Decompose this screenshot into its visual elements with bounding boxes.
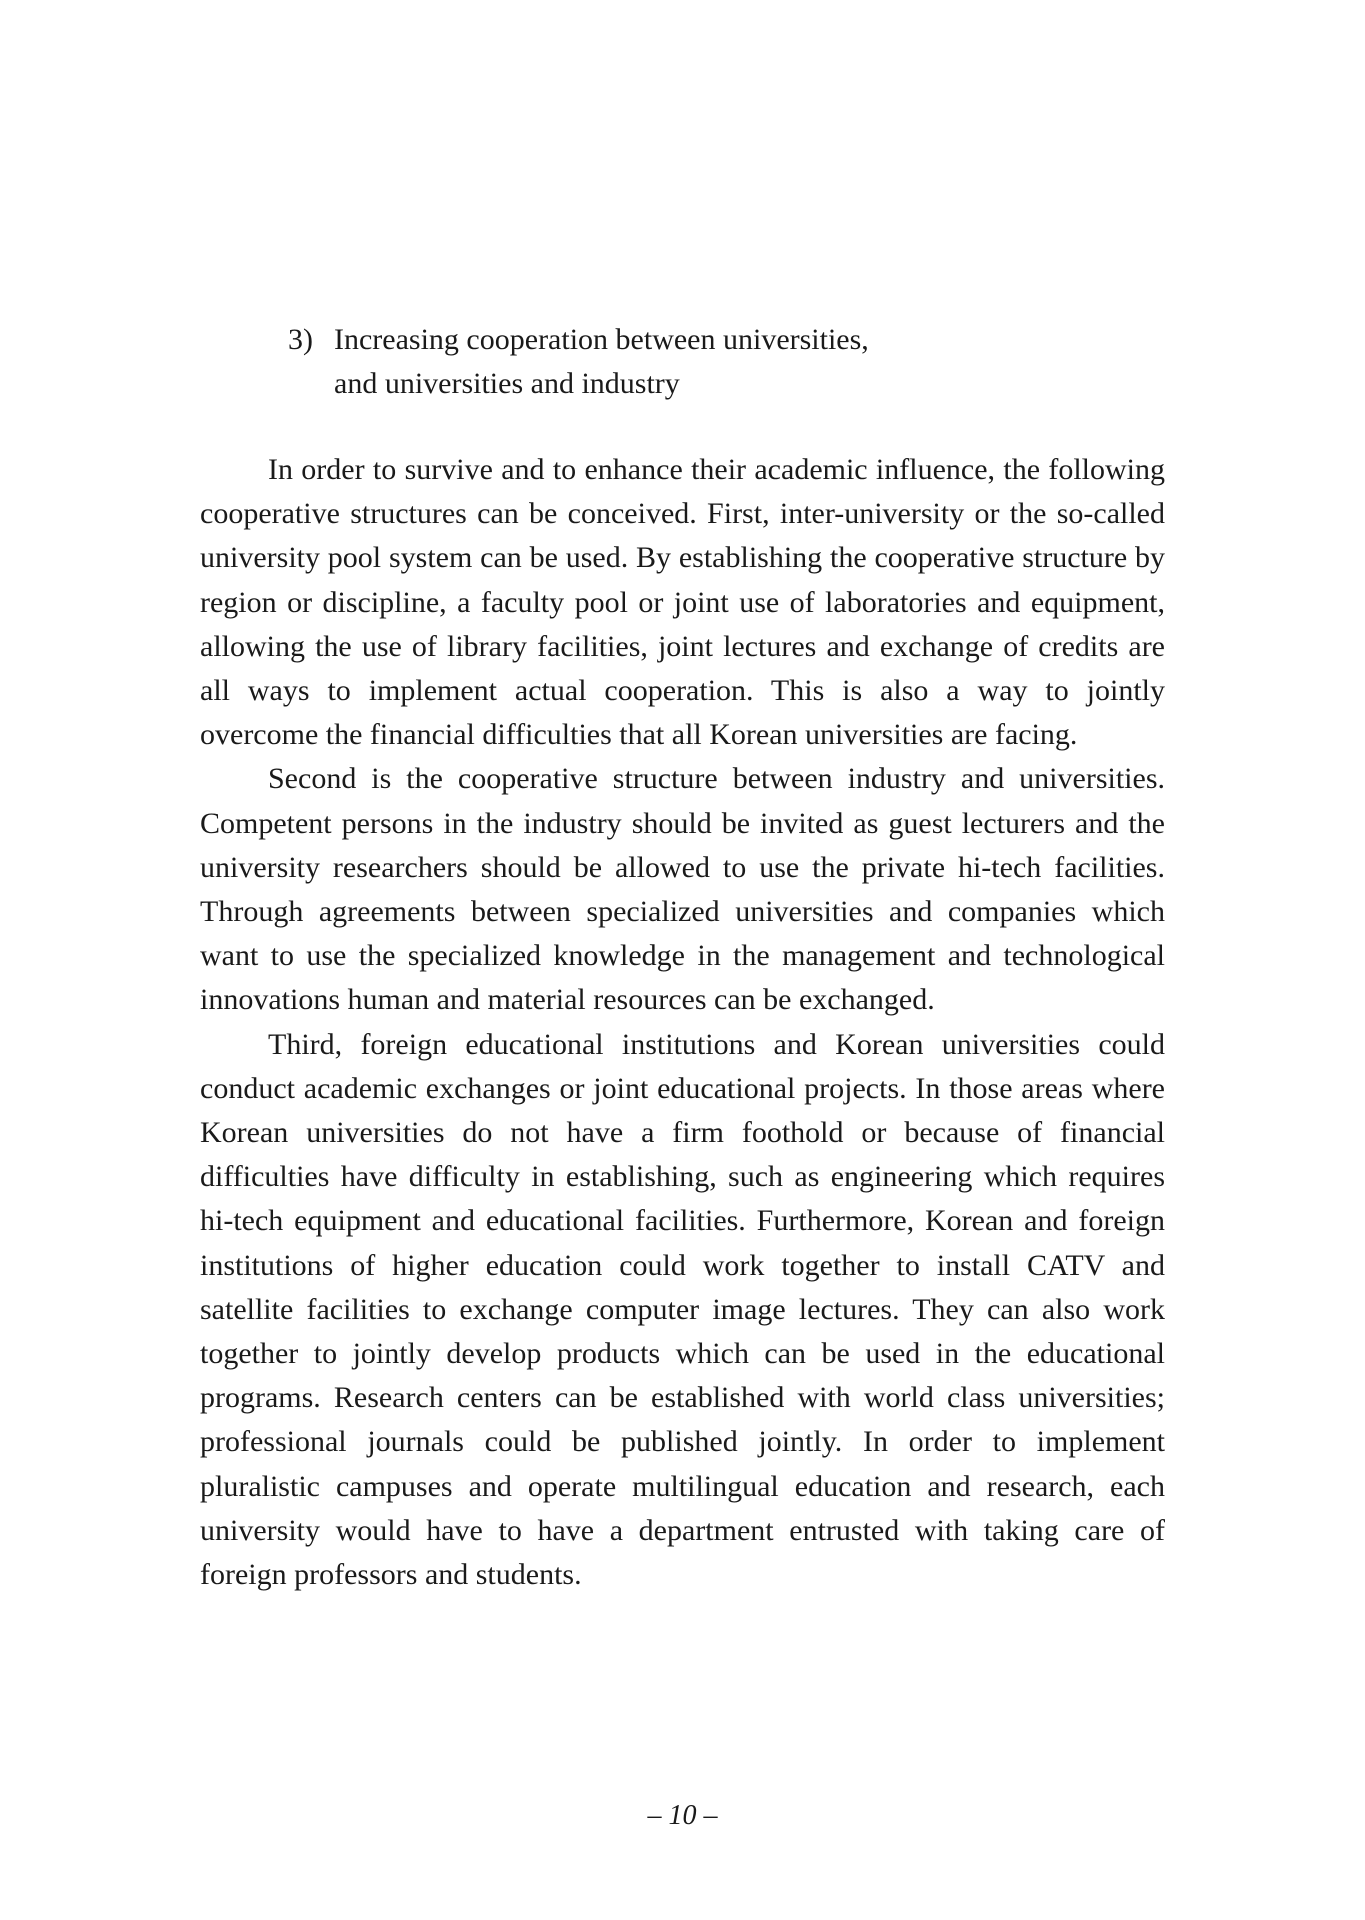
section-heading-line1 [288,318,1188,362]
section-title-line1: Increasing cooperation between universities, [334,323,869,356]
section-number: 3) [288,323,313,356]
paragraph-3: Third, foreign educational institutions and Korean universities could conduct academic exchanges or joint educational projects. In those areas where Korean universities do not have a firm foothold or because of financial difficulties have difficulty in establishing, such as engineering which requires hi-tech equipment and educational facilities. Furthermore, Korean and foreign institutions of higher education could work together to install CATV and satellite facilities to exchange computer image lectures. They can also work together to jointly develop products which can be used in the educational programs. Research centers can be established with world class universities; professional journals could be published jointly. In order to implement pluralistic campuses and operate multilingual education and research, each university would have to have a department entrusted with taking care of foreign professors and students. [200,1027,1165,1592]
section-title-line2: and universities and industry [334,367,680,400]
paragraph-2: Second is the cooperative structure between industry and universities. Competent persons in the industry should be invited as guest lecturers and the university researchers should be allowed to use the private hi-tech facilities. Through agreements between specialized universities and companies which want to use the specialized knowledge in the management and technological innovations human and material resources can be exchanged. [200,762,1165,1017]
paragraph-1: In order to survive and to enhance their academic influence, the following cooperative structures can be conceived. First, inter-university or the so-called university pool system can be used. By establishing the cooperative structure by region or discipline, a faculty pool or joint use of laboratories and equipment, allowing the use of library facilities, joint lectures and exchange of credits are all ways to implement actual cooperation. This is also a way to jointly overcome the financial difficulties that all Korean universities are facing. [200,453,1165,752]
body-text [200,448,1165,1597]
page-number: – 10 – [647,1800,718,1831]
section-heading [288,318,1188,406]
